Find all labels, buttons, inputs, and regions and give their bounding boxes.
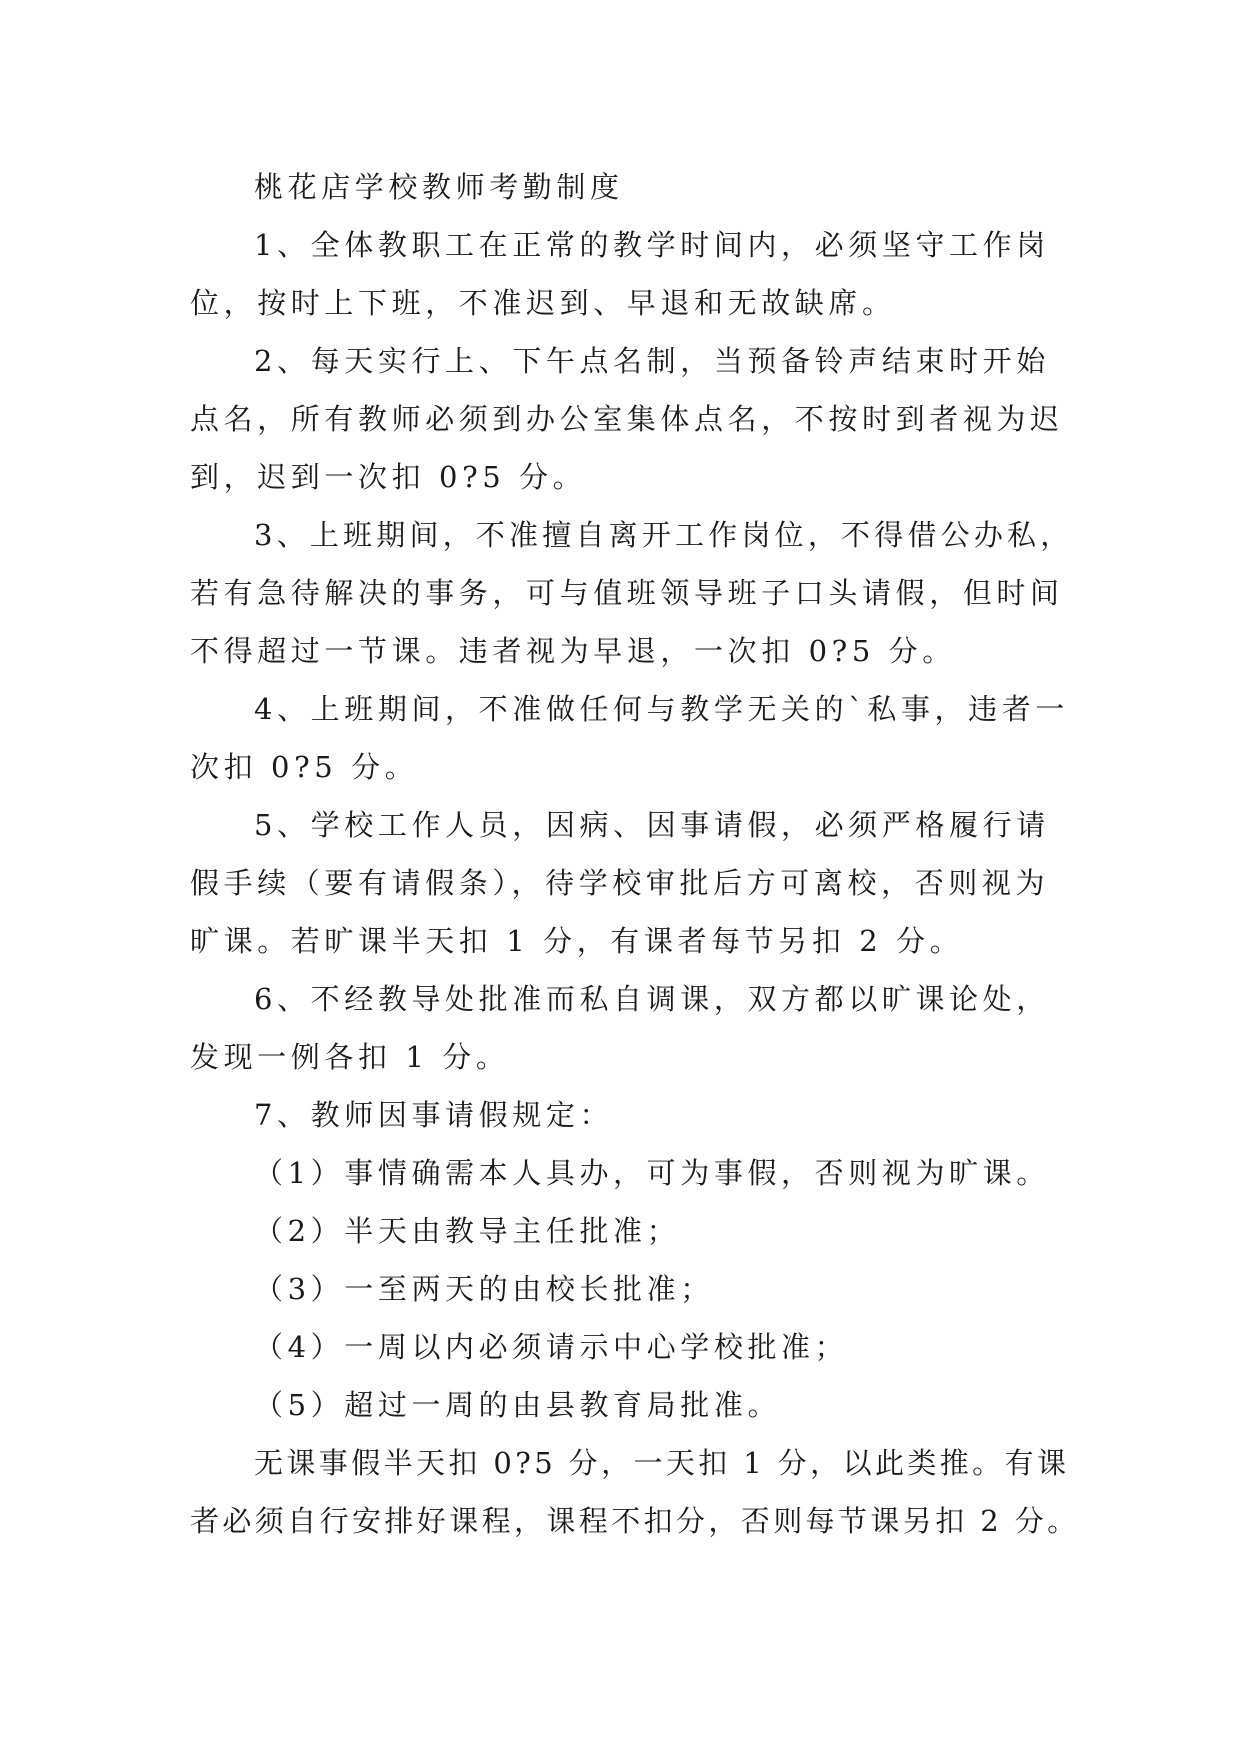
rule-7-item-5: （5）超过一周的由县教育局批准。 [254, 1388, 782, 1422]
rule-5-line-3: 旷课。若旷课半天扣 1 分，有课者每节另扣 2 分。 [190, 924, 964, 958]
rule-7-heading: 7、教师因事请假规定： [254, 1098, 614, 1132]
rule-7-item-4: （4）一周以内必须请示中心学校批准； [254, 1330, 849, 1364]
deduction-note-line-2: 者必须自行安排好课程，课程不扣分，否则每节课另扣 2 分。 [190, 1504, 1080, 1538]
rule-3-line-2: 若有急待解决的事务，可与值班领导班子口头请假，但时间 [190, 576, 1064, 610]
rule-7-item-3: （3）一至两天的由校长批准； [254, 1272, 714, 1306]
rule-7-item-1: （1）事情确需本人具办，可为事假，否则视为旷课。 [254, 1156, 1050, 1190]
rule-6-line-1: 6、不经教导处批准而私自调课，双方都以旷课论处， [254, 982, 1050, 1016]
rule-4-line-1: 4、上班期间，不准做任何与教学无关的`私事，违者一 [254, 692, 1069, 726]
rule-2-line-3: 到，迟到一次扣 0?5 分。 [190, 460, 587, 494]
deduction-note-line-1: 无课事假半天扣 0?5 分，一天扣 1 分，以此类推。有课 [254, 1446, 1070, 1480]
rule-2-line-2: 点名，所有教师必须到办公室集体点名，不按时到者视为迟 [190, 402, 1064, 436]
rule-7-item-2: （2）半天由教导主任批准； [254, 1214, 681, 1248]
document-title: 桃花店学校教师考勤制度 [254, 170, 624, 204]
document-body [190, 158, 1080, 1550]
rule-6-line-2: 发现一例各扣 1 分。 [190, 1040, 510, 1074]
rule-3-line-1: 3、上班期间，不准擅自离开工作岗位，不得借公办私， [254, 518, 1074, 552]
rule-2-line-1: 2、每天实行上、下午点名制，当预备铃声结束时开始 [254, 344, 1050, 378]
rule-4-line-2: 次扣 0?5 分。 [190, 750, 419, 784]
rule-5-line-2: 假手续（要有请假条），待学校审批后方可离校，否则视为 [190, 866, 1050, 900]
rule-3-line-3: 不得超过一节课。违者视为早退，一次扣 0?5 分。 [190, 634, 956, 668]
rule-1-line-2: 位，按时上下班，不准迟到、早退和无故缺席。 [190, 286, 896, 320]
rule-1-line-1: 1、全体教职工在正常的教学时间内，必须坚守工作岗 [254, 228, 1050, 262]
rule-5-line-1: 5、学校工作人员，因病、因事请假，必须严格履行请 [254, 808, 1050, 842]
